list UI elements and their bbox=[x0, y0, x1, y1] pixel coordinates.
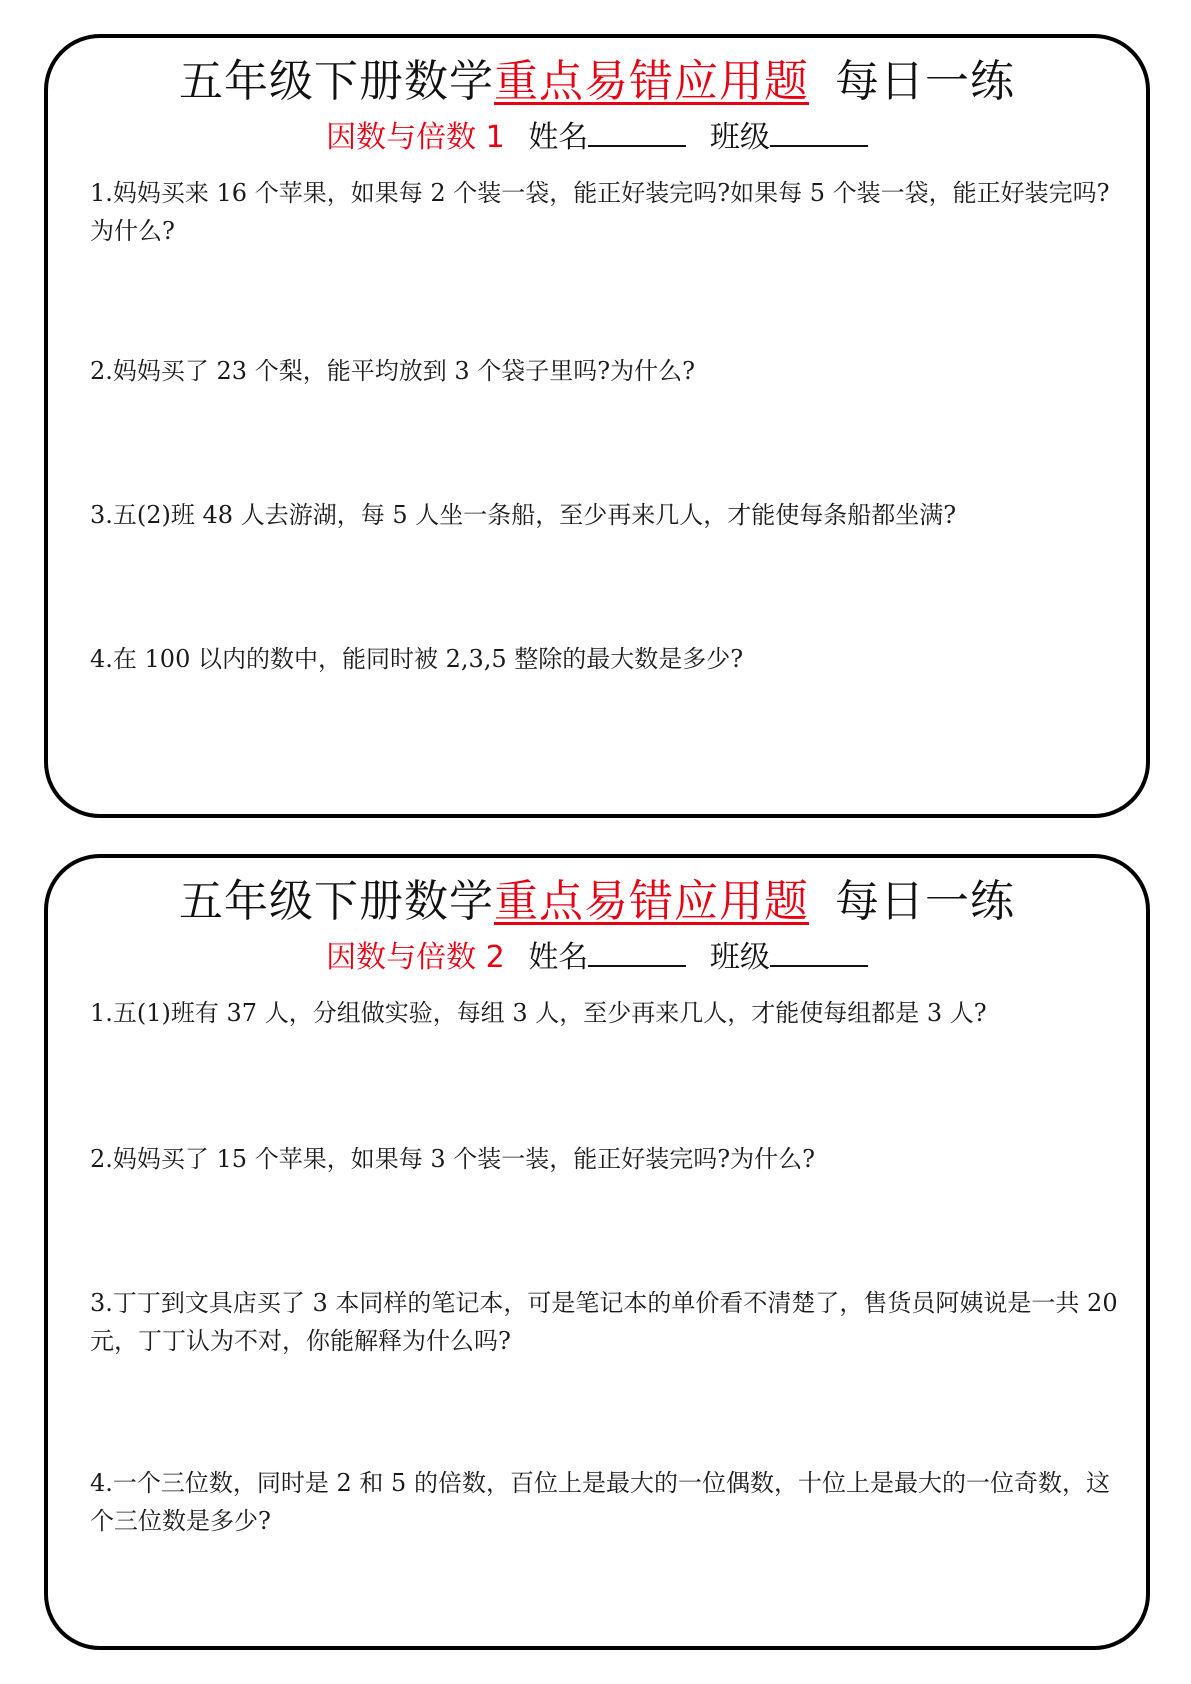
worksheet-title bbox=[48, 54, 1146, 110]
question-4: 4.一个三位数，同时是 2 和 5 的倍数，百位上是最大的一位偶数，十位上是最大的一位奇数，这个三位数是多少? bbox=[90, 1469, 1110, 1535]
title-highlight: 重点易错应用题 bbox=[494, 876, 809, 927]
class-blank bbox=[770, 119, 868, 147]
title-highlight: 重点易错应用题 bbox=[494, 56, 809, 107]
worksheet-card-2 bbox=[44, 854, 1150, 1650]
class-label: 班级 bbox=[709, 940, 770, 975]
worksheet-card-1 bbox=[44, 34, 1150, 818]
title-suffix: 每日一练 bbox=[835, 56, 1015, 107]
question-3: 3.五(2)班 48 人去游湖，每 5 人坐一条船，至少再来几人，才能使每条船都坐满? bbox=[90, 501, 957, 529]
question-4: 4.在 100 以内的数中，能同时被 2,3,5 整除的最大数是多少? bbox=[90, 645, 744, 673]
worksheet-subtitle bbox=[48, 938, 1146, 978]
class-blank bbox=[770, 939, 868, 967]
title-suffix: 每日一练 bbox=[835, 876, 1015, 927]
question-1: 1.五(1)班有 37 人，分组做实验，每组 3 人，至少再来几人，才能使每组都是 3 人? bbox=[90, 999, 987, 1027]
name-blank bbox=[588, 119, 686, 147]
question-1: 1.妈妈买来 16 个苹果，如果每 2 个装一袋，能正好装完吗?如果每 5 个装一袋，能正好装完吗?为什么? bbox=[90, 179, 1110, 245]
title-prefix: 五年级下册数学 bbox=[179, 56, 494, 107]
name-label: 姓名 bbox=[528, 120, 589, 155]
worksheet-title bbox=[48, 874, 1146, 930]
class-label: 班级 bbox=[709, 120, 770, 155]
name-label: 姓名 bbox=[528, 940, 589, 975]
question-2: 2.妈妈买了 15 个苹果，如果每 3 个装一装，能正好装完吗?为什么? bbox=[90, 1145, 815, 1173]
name-blank bbox=[588, 939, 686, 967]
question-2: 2.妈妈买了 23 个梨，能平均放到 3 个袋子里吗?为什么? bbox=[90, 357, 695, 385]
title-prefix: 五年级下册数学 bbox=[179, 876, 494, 927]
subtitle-topic: 因数与倍数 2 bbox=[326, 940, 505, 975]
subtitle-topic: 因数与倍数 1 bbox=[326, 120, 505, 155]
question-3: 3.丁丁到文具店买了 3 本同样的笔记本，可是笔记本的单价看不清楚了，售货员阿姨说是一共 20 元，丁丁认为不对，你能解释为什么吗? bbox=[90, 1289, 1118, 1355]
worksheet-subtitle bbox=[48, 118, 1146, 158]
